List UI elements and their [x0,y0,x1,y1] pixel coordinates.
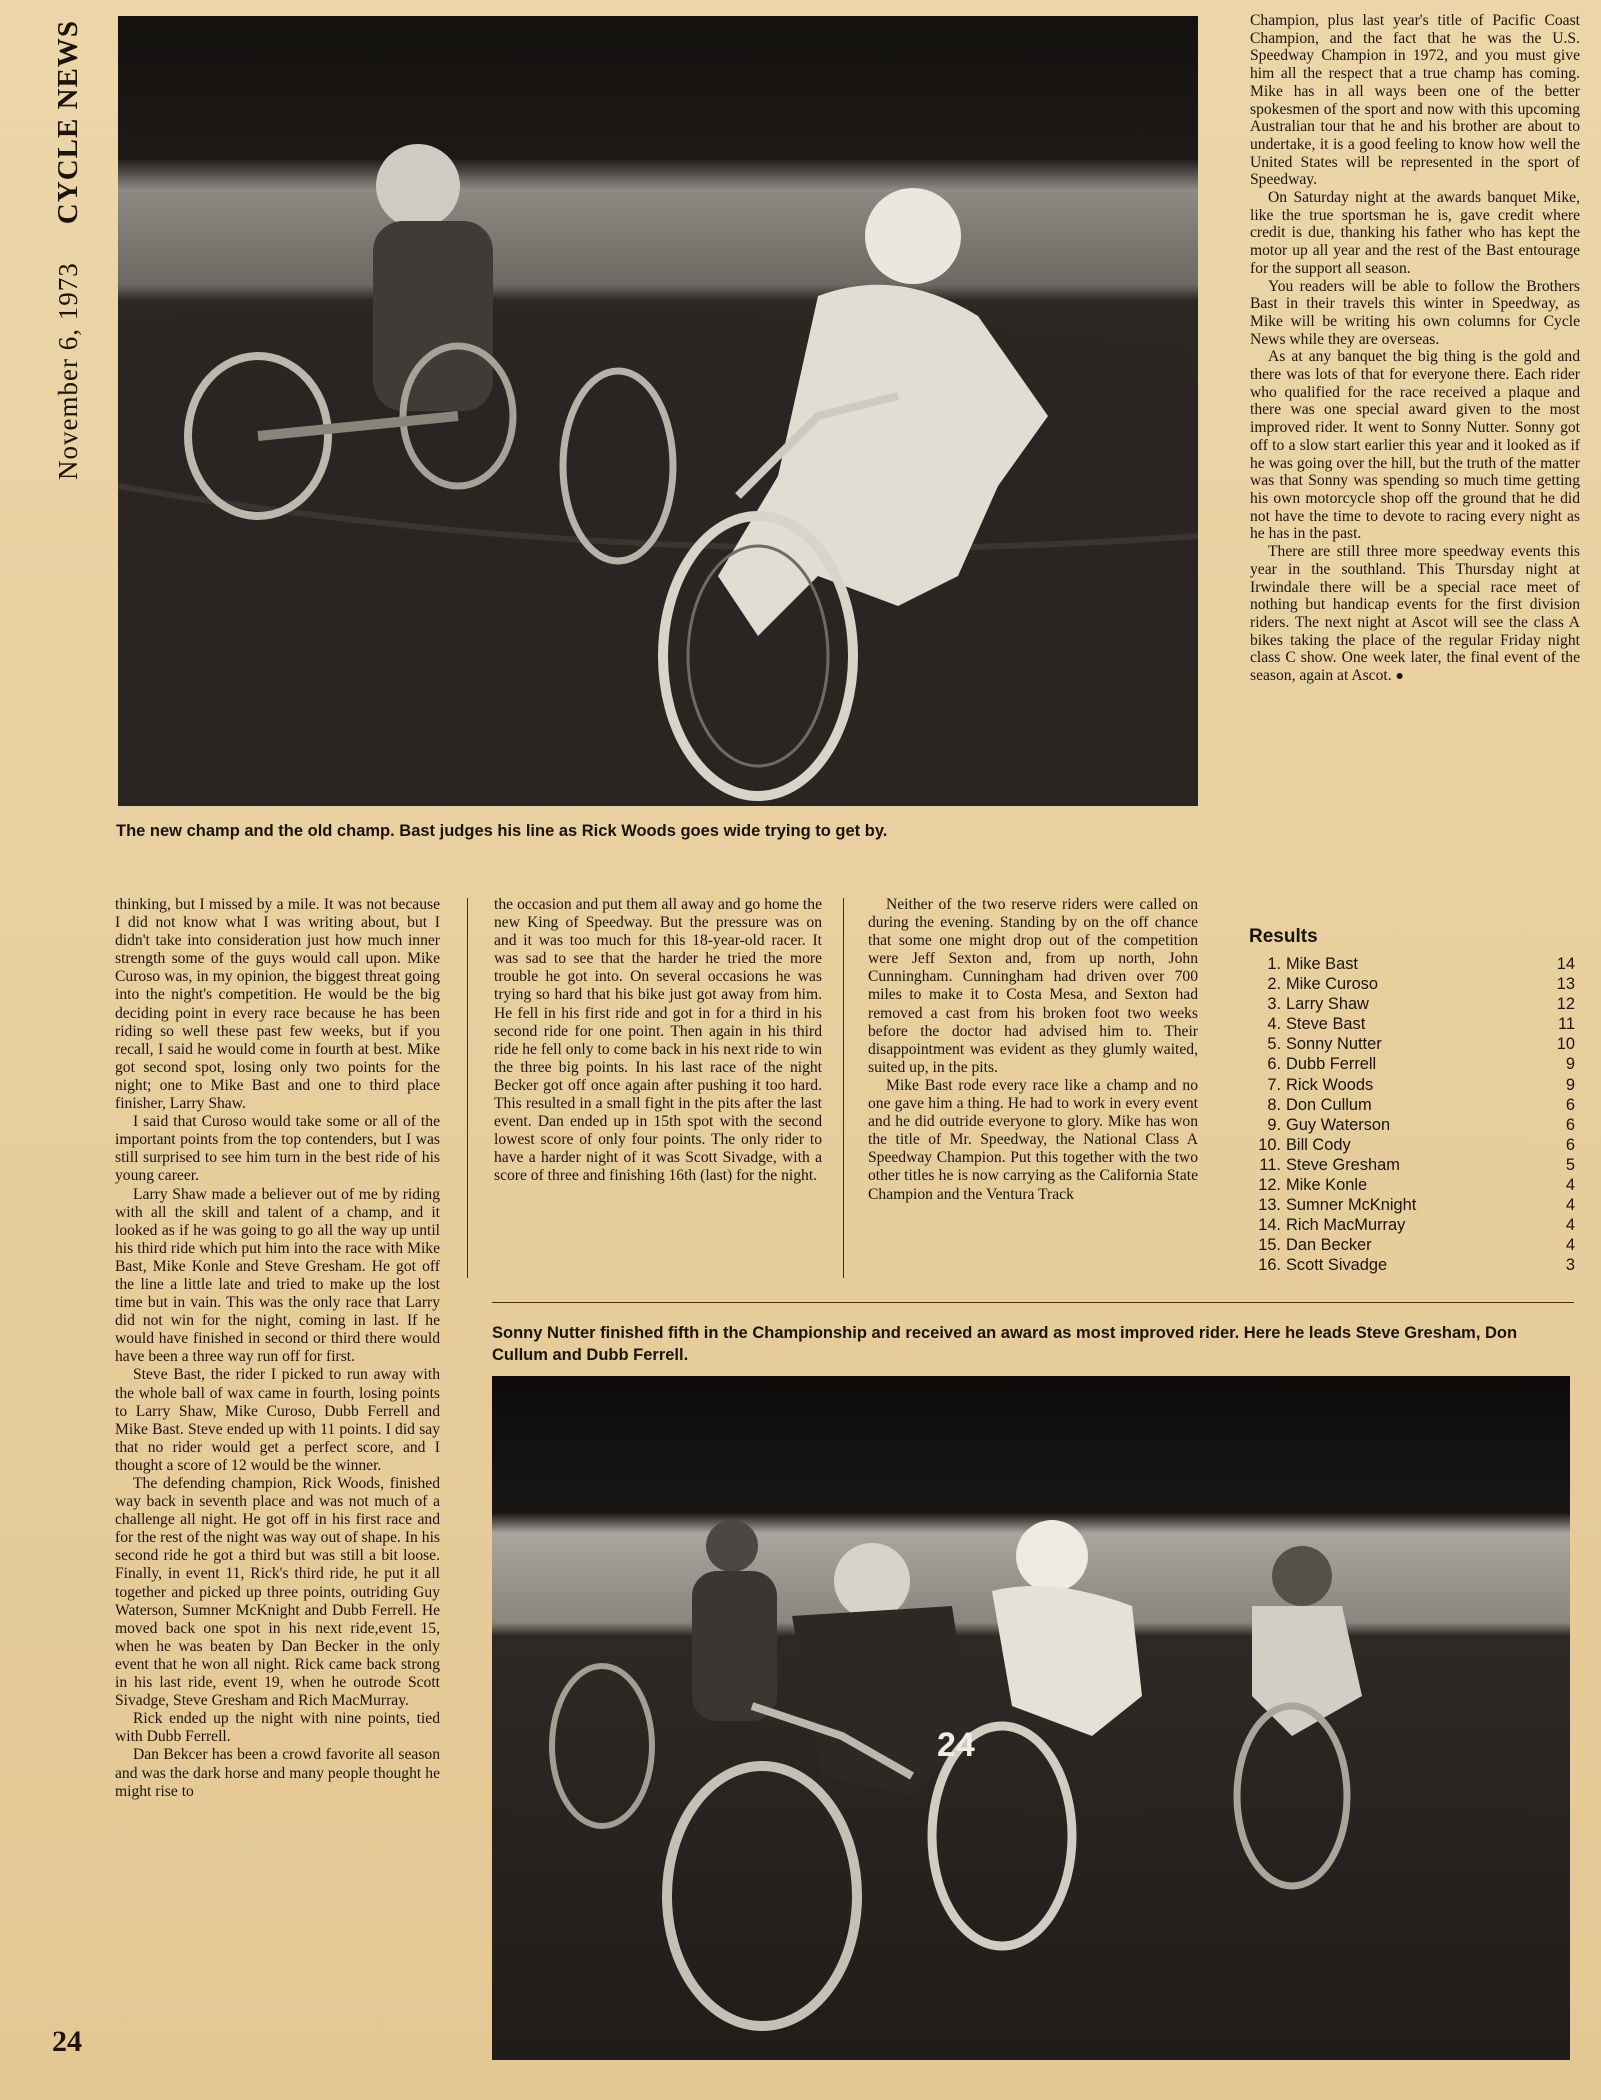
results-row [1255,1095,1575,1115]
results-name: Dan Becker [1286,1236,1372,1255]
results-rank: 7. [1267,1075,1281,1094]
results-rider [1255,1155,1400,1175]
paragraph: Mike Bast rode every race like a champ and no one gave him a thing. He had to work in every event and he did outride everyone to glory. Mike has won the title of Mr. Speedway, the National Class A Speedway Champion. Put this together with the two other titles he is now carrying as the California State Champion and the Ventura Track [868,1076,1198,1203]
results-rank: 13. [1258,1196,1281,1215]
results-rider [1255,1175,1367,1195]
paragraph: I said that Curoso would take some or all of the important points from the top contenders, but I was still surprised to see him turn in the best ride of his young career. [115,1113,440,1185]
results-row [1255,974,1575,994]
results-points: 11 [1557,1015,1575,1034]
results-points: 6 [1565,1095,1575,1114]
column-divider [843,898,844,1278]
results-rank: 11. [1259,1155,1281,1174]
results-points: 14 [1556,955,1575,973]
results-rank: 2. [1267,975,1281,994]
results-name: Guy Waterson [1286,1115,1391,1134]
results-name: Mike Konle [1286,1176,1368,1195]
results-name: Steve Bast [1286,1015,1366,1034]
paragraph: Steve Bast, the rider I picked to run away with the whole ball of wax came in fourth, losing points to Larry Shaw, Mike Curoso, Dubb Ferrell and Mike Bast. Steve ended up with 11 points. I did say that no rider would get a perfect score, and I thought a score of 12 would be the winner. [115,1366,440,1474]
results-rider [1255,1135,1351,1155]
paragraph-text: There are still three more speedway events this year in the southland. This Thursday night at Irwindale there will be a special race meet of nothing but handicap events for the first division riders. The next night at Ascot will see the class A bikes taking the place of the regular Friday night class C show. One week later, the final event of the season, again at Ascot. [1250,543,1580,685]
results-row [1255,1034,1575,1054]
results-table [1255,954,1575,1276]
photo-top-image [118,16,1198,806]
photo-top [118,16,1198,806]
results-name: Larry Shaw [1286,995,1369,1014]
results-points: 3 [1565,1256,1575,1275]
results-points: 5 [1565,1155,1575,1174]
paragraph: As at any banquet the big thing is the gold and there was lots of that for everyone there. Each rider who qualified for the race received a plaque and there was one special award given to the most improved rider. It went to Sonny Nutter. Sonny got off to a slow start earlier this year and it looked as if he was going over the hill, but the truth of the matter was that Sonny was spending so much time getting his own motorcycle shop off the ground that he did not have the time to devote to racing every night as he has in the past. [1250,348,1580,543]
paragraph: The defending champion, Rick Woods, finished way back in seventh place and was not much of a challenge all night. He got off in his first race and for the rest of the night was way out of shape. In his second ride he got a third but was still a bit loose. Finally, in event 11, Rick's third ride, he put it all together and picked up three points, outriding Guy Waterson, Sumner McKnight and Dubb Ferrell. He moved back one spot in his next ride,event 15, when he was beaten by Dan Becker in the only event that he won all night. Rick came back strong in his last ride, event 19, when he outrode Scott Sivadge, Steve Gresham and Rich MacMurray. [115,1475,440,1710]
results-rider [1255,1195,1416,1215]
results-points: 6 [1565,1135,1575,1154]
paragraph: You readers will be able to follow the Brothers Bast in their travels this winter in Speedway, as Mike will be writing his own columns for Cycle News while they are overseas. [1250,277,1580,348]
article-column-right-top [1250,12,1580,686]
results-points: 4 [1565,1196,1575,1215]
results-rider [1255,1034,1382,1054]
end-mark: ● [1395,669,1404,685]
paragraph: Champion, plus last year's title of Pacific Coast Champion, and the fact that he was the U.S. Speedway Champion in 1972, and you must give him all the respect that a true champ has coming. Mike has in all ways been one of the better spokesmen of the sport and now with this upcoming Australian tour that he and his brother are about to undertake, it is a good feeling to know how well the United States will be represented in the sport of Speedway. [1250,12,1580,189]
results-row [1255,1155,1575,1175]
results-name: Sumner McKnight [1286,1196,1417,1215]
results-rider [1255,1115,1390,1135]
results-rider [1255,1215,1405,1235]
article-column-2 [494,896,822,1186]
paragraph: Larry Shaw made a believer out of me by riding with all the skill and talent of a champ, and it looked as if he was going to go all the way up until his third ride which put him into the race with Mike Bast, Mike Konle and Steve Gresham. He got off the line a little late and tried to make up the lost time but in vain. This was the only race that Larry did not win for the night, coming in last. If he would have finished in second or third there would have been a three way run off for first. [115,1185,440,1366]
paragraph [1250,543,1580,686]
results-rider [1255,974,1378,994]
results-row [1255,1135,1575,1155]
paragraph: the occasion and put them all away and go home the new King of Speedway. But the pressure was on and it was too much for this 18-year-old racer. It was sad to see that the harder he tried the more trouble he got into. On several occasions he was trying so hard that his bike just got away from him. He fell in his first ride and got in for a third in his second ride for one point. Then again in his third ride he fell only to come back in his next ride to win the three big points. In his last race of the night Becker got off once again after pushing it too hard. This resulted in a small fight in the pits after the last event. Dan ended up in 15th spot with the second lowest score of only four points. The only rider to have a harder night of it was Scott Sivadge, with a score of three and finishing 16th (last) for the night. [494,896,822,1185]
results-name: Mike Curoso [1286,975,1378,994]
publication-name: CYCLE NEWS [52,20,84,225]
results-rank: 16. [1258,1256,1281,1275]
caption-top: The new champ and the old champ. Bast judges his line as Rick Woods goes wide trying to get by. [116,822,888,840]
paragraph: Neither of the two reserve riders were called on during the evening. Standing by on the off chance that some one might drop out of the competition were Jeff Sexton and, from up north, John Cunningham. Cunningham had driven over 700 miles to make it to Costa Mesa, and Sexton had removed a cast from his broken foot two weeks before the doctor had advised him to. Their disappointment was evident as they glumly waited, suited up, in the pits. [868,896,1198,1076]
results-rider [1255,1095,1372,1115]
results-row [1255,994,1575,1014]
results-row [1255,1235,1575,1255]
results-name: Mike Bast [1286,955,1358,973]
results-points: 4 [1565,1216,1575,1235]
results-row [1255,1115,1575,1135]
results-rider [1255,1075,1373,1095]
results-points: 4 [1565,1236,1575,1255]
results-name: Don Cullum [1286,1095,1372,1114]
paragraph: thinking, but I missed by a mile. It was not because I did not know what I was writing about, but I didn't take into consideration just how much inner strength some of the guys would call upon. Mike Curoso was, in my opinion, the biggest threat going into the night's competition. He would be the big deciding point in every race because he has been riding so well these past few weeks, but if you recall, I said he would come in fourth at best. Mike got second spot, losing only two points for the night; one to Mike Bast and one to third place finisher, Larry Shaw. [115,896,440,1113]
results-row [1255,1175,1575,1195]
paragraph: On Saturday night at the awards banquet Mike, like the true sportsman he is, gave credit where credit is due, thanking his father who has kept the motor up all year and the rest of the Bast entourage for the support all season. [1250,189,1580,277]
results-rank: 8. [1267,1095,1281,1114]
results-name: Dubb Ferrell [1286,1055,1377,1074]
results-title: Results [1249,926,1318,947]
results-name: Steve Gresham [1286,1155,1400,1174]
results-name: Rich MacMurray [1286,1216,1406,1235]
results-rider [1255,954,1358,974]
results-rider [1255,1054,1376,1074]
results-rank: 14. [1258,1216,1281,1235]
section-divider [492,1302,1574,1303]
results-row [1255,1075,1575,1095]
masthead [48,10,108,480]
caption-bottom: Sonny Nutter finished fifth in the Championship and received an award as most improved rider. Here he leads Steve Gresham, Don Cullum and Dubb Ferrell. [492,1324,1518,1364]
results-rider [1255,1014,1365,1034]
results-rank: 9. [1267,1115,1281,1134]
results-rank: 6. [1267,1055,1281,1074]
results-row [1255,1195,1575,1215]
results-rank: 12. [1258,1176,1281,1195]
results-points: 4 [1565,1176,1575,1195]
article-column-1 [115,896,440,1801]
results-name: Scott Sivadge [1286,1256,1388,1275]
results-points: 9 [1565,1075,1575,1094]
results-rank: 4. [1267,1015,1281,1034]
results-name: Rick Woods [1286,1075,1374,1094]
results-row [1255,1054,1575,1074]
paragraph: Rick ended up the night with nine points, tied with Dubb Ferrell. [115,1710,440,1746]
results-rider [1255,1235,1372,1255]
results-points: 13 [1556,975,1575,994]
article-column-3 [868,896,1198,1204]
results-points: 10 [1556,1035,1575,1054]
results-points: 12 [1556,995,1575,1014]
results-row [1255,954,1575,974]
results-points: 9 [1565,1055,1575,1074]
results-rank: 1. [1267,955,1281,973]
results-rider [1255,994,1369,1014]
results-points: 6 [1565,1115,1575,1134]
results-row [1255,1215,1575,1235]
paragraph: Dan Bekcer has been a crowd favorite all season and was the dark horse and many people thought he might rise to [115,1746,440,1800]
results-rank: 15. [1258,1236,1281,1255]
results-name: Bill Cody [1286,1135,1351,1154]
results-rank: 10. [1258,1135,1281,1154]
photo-bottom [492,1376,1570,2060]
column-divider [467,898,468,1278]
bike-number: 24 [937,1726,975,1764]
results-rider [1255,1255,1387,1275]
results-rank: 3. [1267,995,1281,1014]
results-rank: 5. [1267,1035,1281,1054]
page-number: 24 [52,2025,82,2058]
issue-date: November 6, 1973 [53,262,83,480]
results-row [1255,1255,1575,1275]
results-row [1255,1014,1575,1034]
photo-bottom-image [492,1376,1570,2060]
results-name: Sonny Nutter [1286,1035,1382,1054]
